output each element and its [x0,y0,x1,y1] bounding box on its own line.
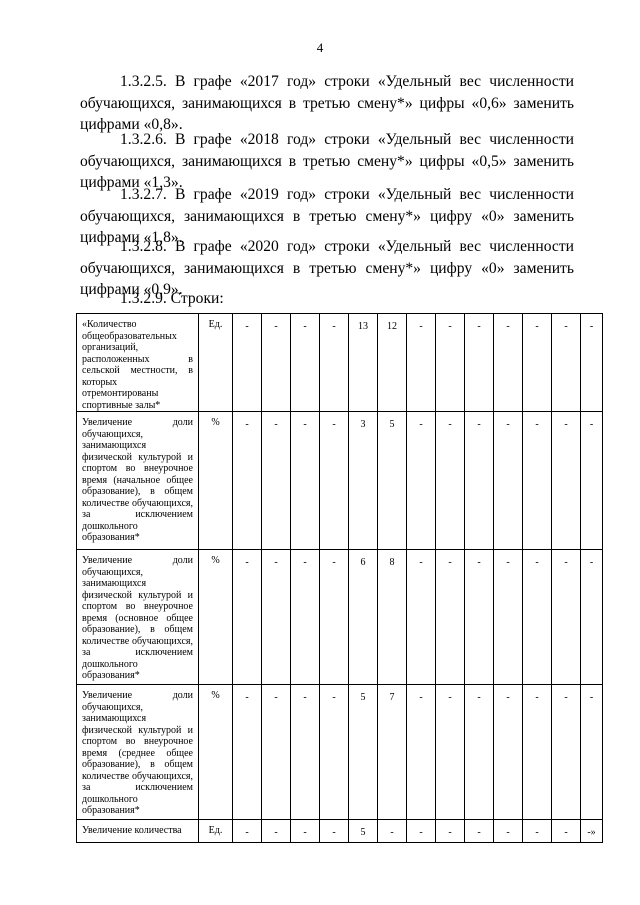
value-cell: - [436,685,465,820]
value-cell: - [581,412,603,550]
paragraph-1-3-2-6: 1.3.2.6. В графе «2018 год» строки «Удельный вес численности обучающихся, занимающихся в третью смену*» цифры «0,5» заменить цифрами «1,3». [80,131,574,191]
value-cell: - [552,550,581,685]
value-cell: - [291,550,320,685]
value-cell: - [262,550,291,685]
indicators-table [76,313,603,843]
value-cell: - [523,685,552,820]
value-cell: 8 [378,550,407,685]
value-cell: - [320,820,349,843]
value-cell: - [262,685,291,820]
indicator-name-cell: Увеличение количества [77,820,199,843]
value-cell: - [291,685,320,820]
paragraph-1-3-2-9: 1.3.2.9. Строки: [120,290,224,307]
unit-cell: Ед. [199,314,233,412]
value-cell: - [465,412,494,550]
paragraph-1-3-2-5: 1.3.2.5. В графе «2017 год» строки «Удельный вес численности обучающихся, занимающихся в третью смену*» цифры «0,6» заменить цифрами «0,8». [80,73,574,133]
value-cell: - [581,550,603,685]
value-cell: - [494,314,523,412]
indicator-name-cell: Увеличение доли обучающихся, занимающихся физической культурой и спортом во внеурочное время (среднее общее образование), в общем количестве обучающихся, за исключением дошкольного образования* [77,685,199,820]
value-cell: 6 [349,550,378,685]
value-cell: 5 [349,820,378,843]
value-cell: - [552,820,581,843]
value-cell: 3 [349,412,378,550]
unit-cell: % [199,685,233,820]
value-cell: - [291,314,320,412]
paragraph-1-3-2-7: 1.3.2.7. В графе «2019 год» строки «Удельный вес численности обучающихся, занимающихся в третью смену*» цифру «0» заменить цифрами «1,8». [80,186,574,246]
page-number: 4 [316,40,324,55]
value-cell: - [552,412,581,550]
indicator-name-cell: Увеличение доли обучающихся, занимающихся физической культурой и спортом во внеурочное время (начальное общее образование), в общем количестве обучающихся, за исключением дошкольного образования* [77,412,199,550]
indicator-name-cell: «Количество общеобразовательных организаций, расположенных в сельской местности, в которых отремонтированы спортивные залы* [77,314,199,412]
value-cell: - [233,314,262,412]
value-cell: - [320,314,349,412]
value-cell: - [494,685,523,820]
value-cell: - [581,685,603,820]
value-cell: - [320,685,349,820]
value-cell: - [494,820,523,843]
unit-cell: % [199,412,233,550]
value-cell: - [291,412,320,550]
value-cell: 13 [349,314,378,412]
value-cell: - [233,820,262,843]
value-cell: - [233,685,262,820]
value-cell: - [407,412,436,550]
value-cell: - [436,820,465,843]
value-cell: - [581,314,603,412]
table-row [77,685,603,820]
value-cell: - [465,550,494,685]
table-row [77,820,603,843]
paragraph-1-3-2-8: 1.3.2.8. В графе «2020 год» строки «Удельный вес численности обучающихся, занимающихся в третью смену*» цифру «0» заменить цифрами «0,9». [80,238,574,298]
value-cell: - [465,314,494,412]
value-cell: - [552,685,581,820]
value-cell: - [407,314,436,412]
table-row [77,314,603,412]
value-cell: - [436,550,465,685]
value-cell: - [407,685,436,820]
value-cell: - [407,550,436,685]
unit-cell: Ед. [199,820,233,843]
value-cell: - [494,412,523,550]
unit-cell: % [199,550,233,685]
value-cell: -» [581,820,603,843]
value-cell: - [552,314,581,412]
value-cell: - [436,412,465,550]
value-cell: - [262,412,291,550]
value-cell: 5 [349,685,378,820]
value-cell: 5 [378,412,407,550]
value-cell: - [523,412,552,550]
value-cell: - [291,820,320,843]
indicator-name-cell: Увеличение доли обучающихся, занимающихся физической культурой и спортом во внеурочное время (основное общее образование), в общем количестве обучающихся, за исключением дошкольного образования* [77,550,199,685]
value-cell: - [523,820,552,843]
value-cell: - [523,314,552,412]
value-cell: - [465,685,494,820]
value-cell: - [378,820,407,843]
value-cell: - [320,550,349,685]
value-cell: - [494,550,523,685]
value-cell: - [465,820,494,843]
value-cell: 7 [378,685,407,820]
value-cell: - [262,820,291,843]
value-cell: - [262,314,291,412]
value-cell: - [233,550,262,685]
table-row [77,550,603,685]
value-cell: - [436,314,465,412]
value-cell: - [523,550,552,685]
value-cell: - [407,820,436,843]
value-cell: 12 [378,314,407,412]
value-cell: - [233,412,262,550]
value-cell: - [320,412,349,550]
table-row [77,412,603,550]
